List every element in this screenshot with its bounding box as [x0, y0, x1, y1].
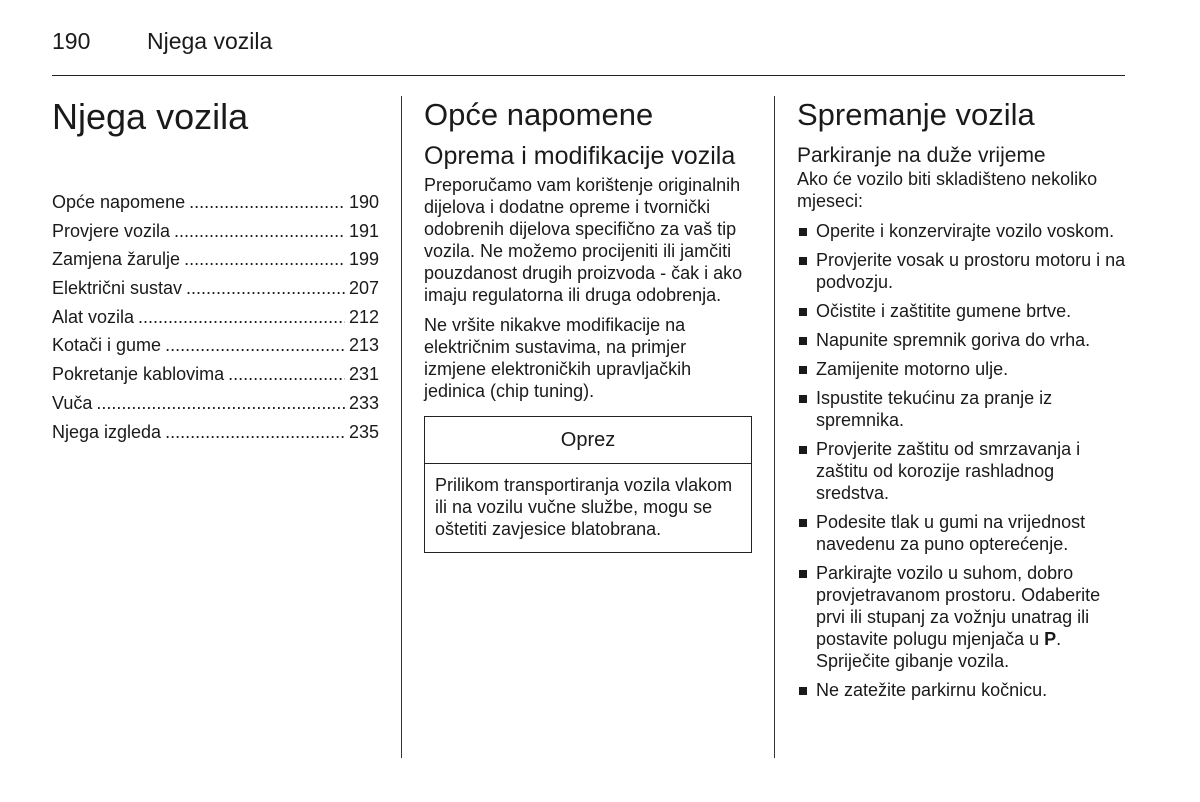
list-item: Napunite spremnik goriva do vrha. [797, 329, 1127, 351]
toc-page: 213 [348, 335, 379, 356]
toc-entry[interactable] [52, 221, 379, 250]
toc-page: 235 [348, 421, 379, 442]
table-of-contents [52, 192, 379, 450]
toc-leader [96, 393, 345, 414]
section-heading: Opće napomene [424, 97, 654, 132]
toc-label: Njega izgleda [52, 421, 162, 442]
list-item: Ispustite tekućinu za pranje iz spremnika. [797, 387, 1127, 431]
caution-text: Prilikom transportiranja vozila vlakom ili na vozilu vučne službe, mogu se oštetiti zavjesice blatobrana. [435, 475, 733, 539]
paragraph: Ne vršite nikakve modifikacije na električnim sustavima, na primjer izmjene elektroničkih upravljačkih jedinica (chip tuning). [424, 315, 692, 401]
list-item: Provjerite zaštitu od smrzavanja i zaštitu od korozije rashladnog sredstva. [797, 438, 1127, 504]
chapter-title: Njega vozila [52, 96, 249, 137]
list-item [797, 562, 1127, 672]
toc-label: Zamjena žarulje [52, 249, 181, 270]
column-divider-2 [774, 96, 775, 758]
gear-label: P [1044, 629, 1057, 649]
header-rule [52, 75, 1125, 76]
toc-page: 190 [348, 192, 379, 212]
caution-title: Oprez [425, 417, 751, 464]
section-heading: Spremanje vozila [797, 97, 1035, 132]
toc-page: 231 [348, 364, 379, 385]
toc-label: Električni sustav [52, 278, 183, 299]
caution-box [424, 416, 752, 553]
toc-entry[interactable] [52, 393, 379, 422]
list-item: Operite i konzervirajte vozilo voskom. [797, 220, 1127, 242]
toc-leader [165, 422, 345, 443]
column-chapter [52, 90, 379, 450]
toc-label: Alat vozila [52, 306, 135, 327]
toc-page: 191 [348, 220, 379, 241]
toc-leader [186, 278, 345, 299]
header-title: Njega vozila [147, 27, 273, 54]
toc-entry[interactable] [52, 278, 379, 307]
page-header [52, 24, 272, 58]
toc-leader [189, 192, 345, 213]
list-item-text: . Spriječite gibanje vozila. [816, 629, 1062, 671]
toc-leader [228, 364, 345, 385]
toc-leader [138, 307, 345, 328]
toc-label: Opće napomene [52, 192, 186, 212]
toc-page: 212 [348, 306, 379, 327]
list-item-text: Parkirajte vozilo u suhom, dobro provjetravanom prostoru. Odaberite prvi ili stupanj za vožnju unatrag ili postavite polugu mjenjača u [816, 563, 1101, 649]
toc-entry[interactable] [52, 307, 379, 336]
toc-label: Vuča [52, 392, 93, 413]
toc-entry[interactable] [52, 422, 379, 451]
toc-entry[interactable] [52, 364, 379, 393]
toc-leader [174, 221, 345, 242]
list-item: Podesite tlak u gumi na vrijednost navedenu za puno opterećenje. [797, 511, 1127, 555]
paragraph: Preporučamo vam korištenje originalnih dijelova i dodatne opreme i tvornički odobrenih dijelova specifično za vaš tip vozila. Ne možemo procijeniti ili jamčiti pouzdanost drugih proizvoda - čak i ako imaju regulatorna ili druga odobrenja. [424, 175, 743, 305]
toc-page: 199 [348, 249, 379, 270]
toc-leader [165, 335, 345, 356]
column-divider-1 [401, 96, 402, 758]
toc-page: 207 [348, 278, 379, 299]
toc-entry[interactable] [52, 192, 379, 221]
toc-entry[interactable] [52, 335, 379, 364]
toc-page: 233 [348, 392, 379, 413]
toc-leader [184, 249, 345, 270]
column-vehicle-storage [797, 90, 1127, 708]
subsection-heading: Parkiranje na duže vrijeme [797, 144, 1046, 167]
column-general-notes [424, 90, 752, 553]
page-number: 190 [52, 27, 91, 54]
list-item: Ne zatežite parkirnu kočnicu. [797, 679, 1127, 701]
toc-label: Kotači i gume [52, 335, 162, 356]
list-item: Provjerite vosak u prostoru motoru i na podvozju. [797, 249, 1127, 293]
toc-entry[interactable] [52, 249, 379, 278]
toc-label: Provjere vozila [52, 220, 171, 241]
subsection-heading: Oprema i modifikacije vozila [424, 142, 736, 170]
paragraph: Ako će vozilo biti skladišteno nekoliko mjeseci: [797, 169, 1098, 211]
list-item: Zamijenite motorno ulje. [797, 358, 1127, 380]
storage-checklist [797, 220, 1127, 701]
list-item: Očistite i zaštitite gumene brtve. [797, 300, 1127, 322]
toc-label: Pokretanje kablovima [52, 364, 225, 385]
